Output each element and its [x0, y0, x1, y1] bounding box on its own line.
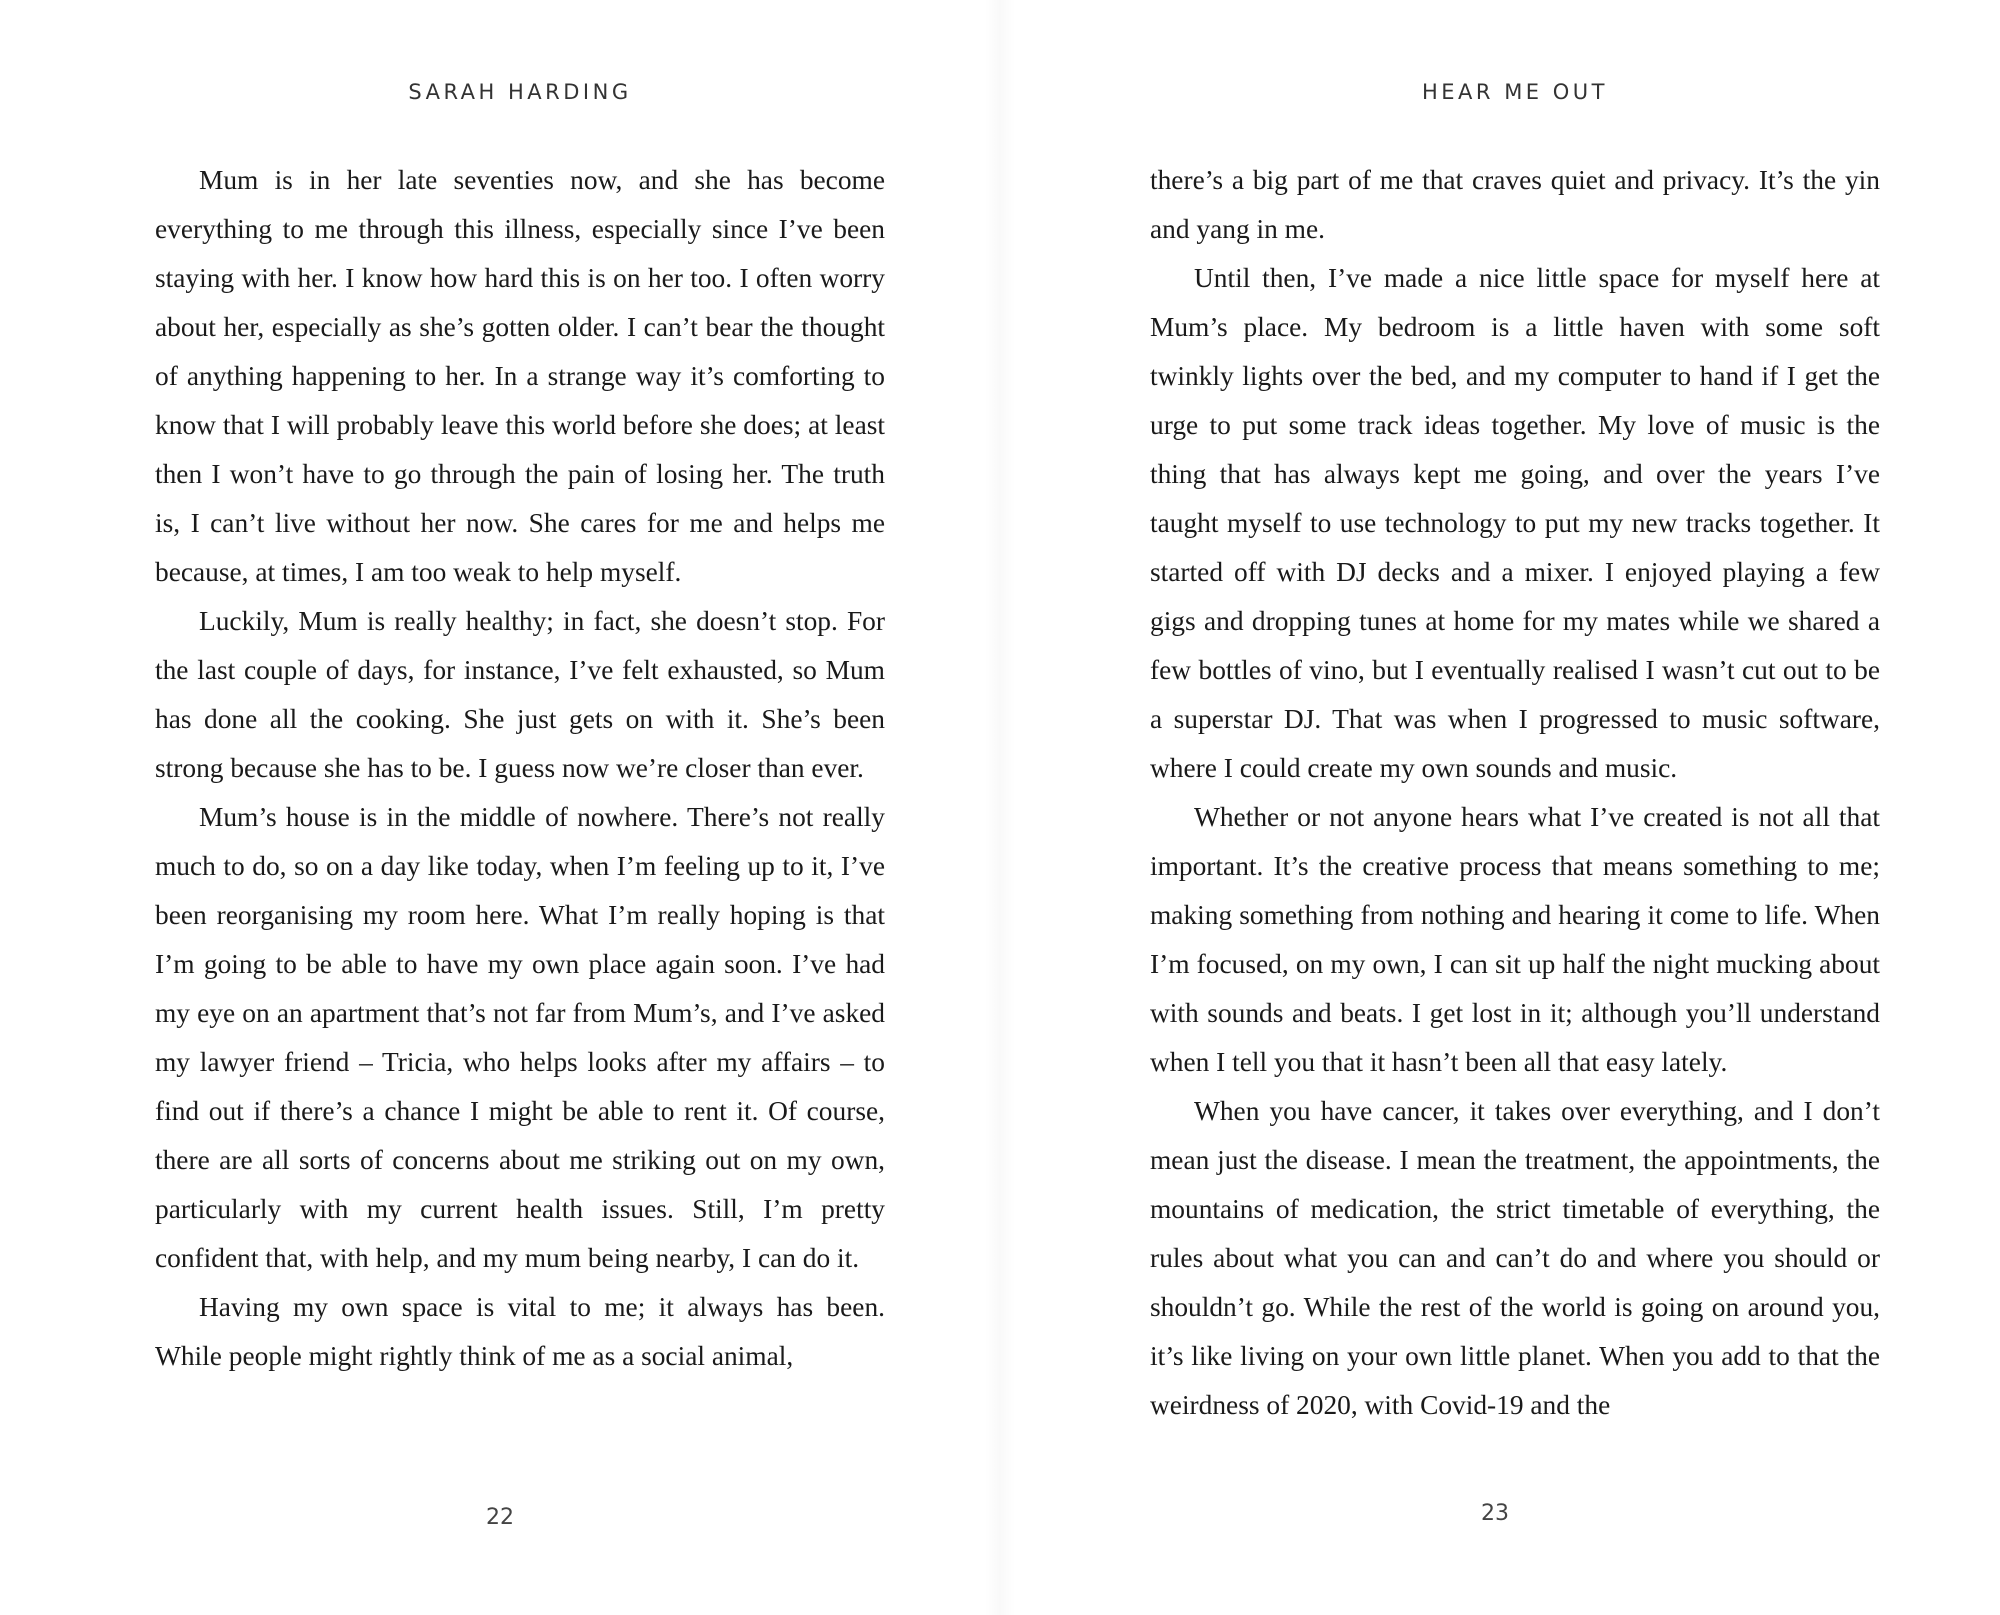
paragraph: Mum is in her late seventies now, and she has become everything to me through this illness, especially since I’ve been staying with her. I know how hard this is on her too. I often worry about her, especially as she’s gotten older. I can’t bear the thought of anything happening to her. In a strange way it’s comforting to know that I will probably leave this world before she does; at least then I won’t have to go through the pain of losing her. The truth is, I can’t live without her now. She cares for me and helps me because, at times, I am too weak to help myself.	[155, 165, 885, 587]
paragraph: Whether or not anyone hears what I’ve created is not all that important. It’s the creative process that means something to me; making something from nothing and hearing it come to life. When I’m focused, on my own, I can sit up half the night mucking about with sounds and beats. I get lost in it; although you’ll understand when I tell you that it hasn’t been all that easy lately.	[1150, 802, 1880, 1077]
page-number: 23	[1481, 1501, 1509, 1526]
right-page	[1000, 0, 2000, 1615]
paragraph-continued: there’s a big part of me that craves quiet and privacy. It’s the yin and yang in me.	[1150, 165, 1880, 244]
page-number: 22	[486, 1505, 514, 1530]
paragraph: Luckily, Mum is really healthy; in fact, she doesn’t stop. For the last couple of days, for instance, I’ve felt exhausted, so Mum has done all the cooking. She just gets on with it. She’s been strong because she has to be. I guess now we’re closer than ever.	[155, 606, 885, 783]
paragraph: When you have cancer, it takes over everything, and I don’t mean just the disease. I mean the treatment, the appointments, the mountains of medication, the strict timetable of everything, the rules about what you can and can’t do and where you should or shouldn’t go. While the rest of the world is going on around you, it’s like living on your own little planet. When you add to that the weirdness of 2020, with Covid-19 and the	[1150, 1096, 1880, 1420]
right-page-body	[1150, 156, 1880, 1430]
running-head-author: SARAH HARDING	[408, 80, 632, 104]
paragraph: Mum’s house is in the middle of nowhere. There’s not really much to do, so on a day like today, when I’m feeling up to it, I’ve been reorganising my room here. What I’m really hoping is that I’m going to be able to have my own place again soon. I’ve had my eye on an apartment that’s not far from Mum’s, and I’ve asked my lawyer friend – Tricia, who helps looks after my affairs – to find out if there’s a chance I might be able to rent it. Of course, there are all sorts of concerns about me striking out on my own, particularly with my current health issues. Still, I’m pretty confident that, with help, and my mum being nearby, I can do it.	[155, 802, 885, 1273]
paragraph: Having my own space is vital to me; it always has been. While people might rightly think of me as a social animal,	[155, 1292, 885, 1371]
paragraph: Until then, I’ve made a nice little space for myself here at Mum’s place. My bedroom is a little haven with some soft twinkly lights over the bed, and my computer to hand if I get the urge to put some track ideas together. My love of music is the thing that has always kept me going, and over the years I’ve taught myself to use technology to put my new tracks together. It started off with DJ decks and a mixer. I enjoyed playing a few gigs and dropping tunes at home for my mates while we shared a few bottles of vino, but I eventually realised I wasn’t cut out to be a superstar DJ. That was when I progressed to music software, where I could create my own sounds and music.	[1150, 263, 1880, 783]
left-page-body	[155, 156, 885, 1381]
running-head-title: HEAR ME OUT	[1422, 80, 1608, 104]
